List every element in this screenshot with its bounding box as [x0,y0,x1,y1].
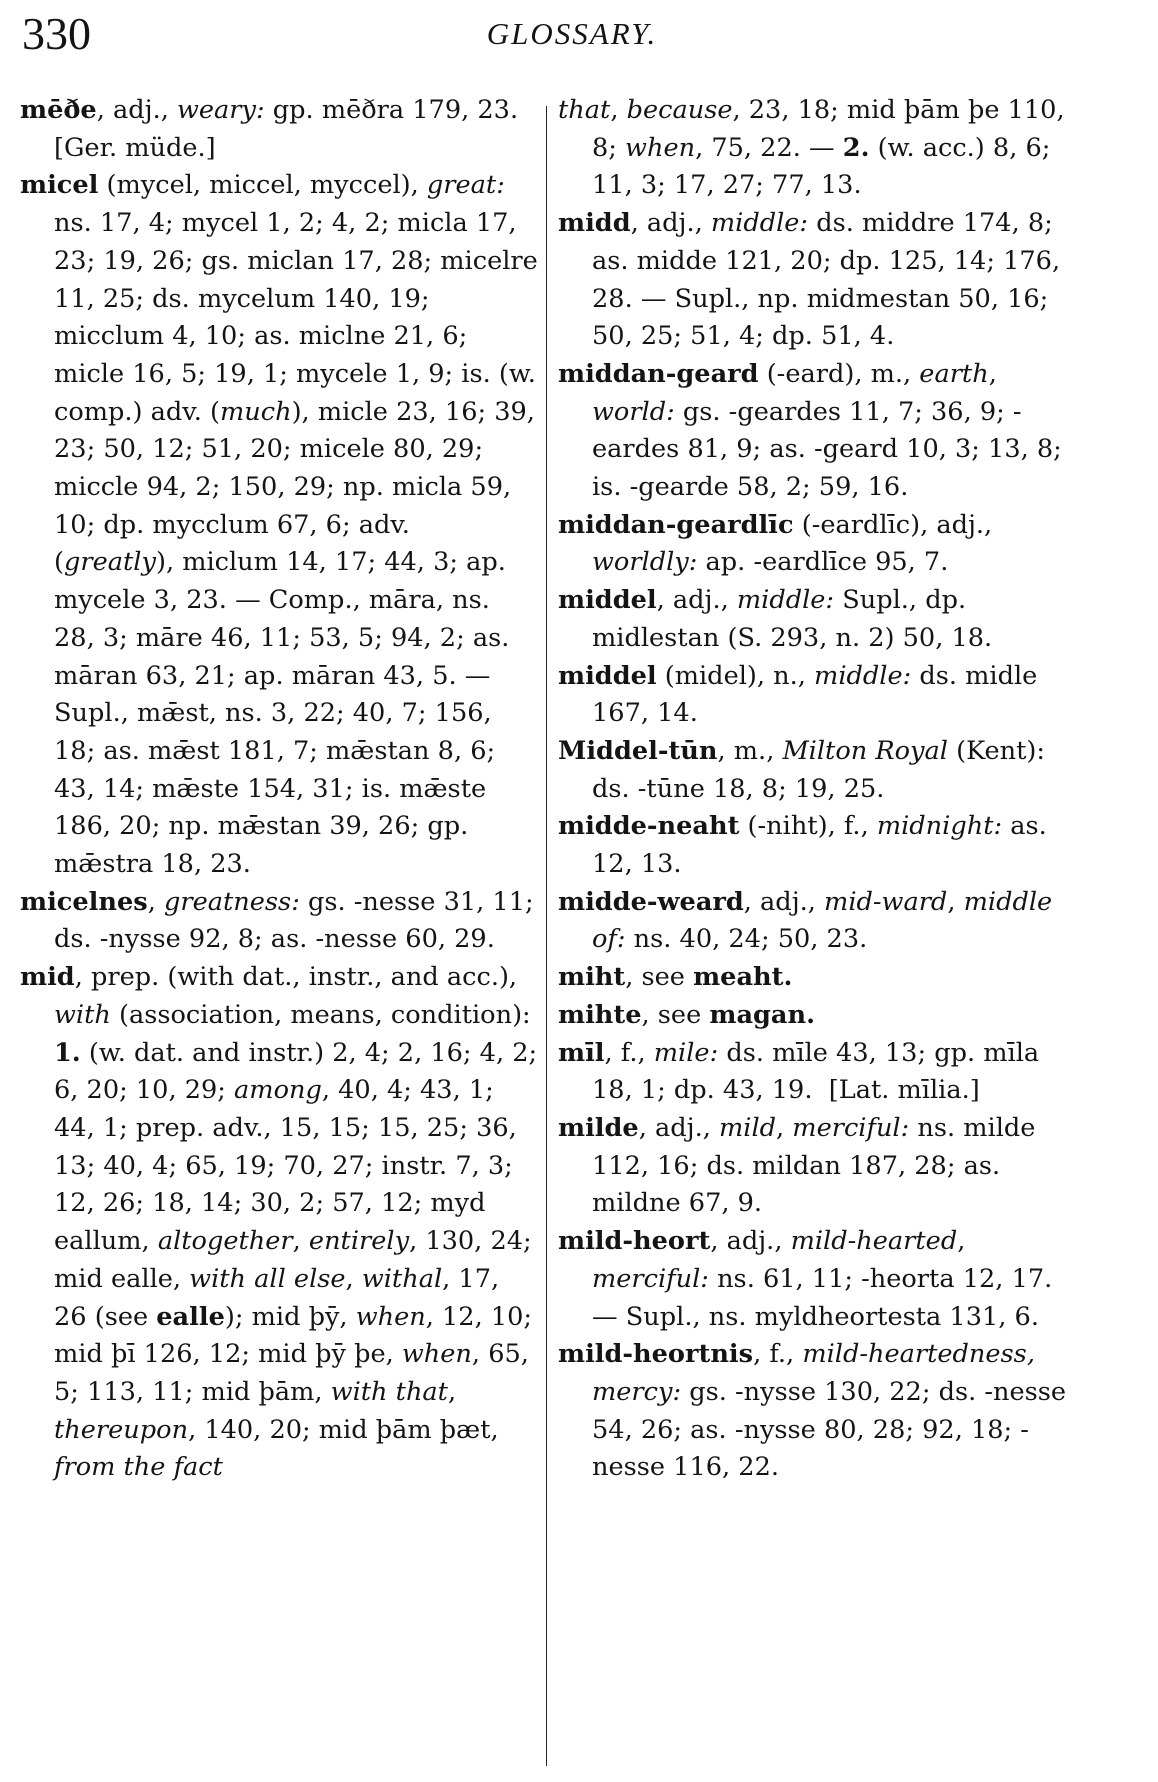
entry-text: , [610,95,627,125]
gloss-text: among [234,1075,322,1106]
entry-text: (-eardlīc), adj., [793,509,1001,540]
entry-text: , adj., [638,1112,719,1143]
entry-text: ns. 61, 11; -heorta 12, 17. — Supl., ns. myldheortesta 131, 6. [592,1263,1061,1332]
gloss-text: earth [919,358,989,389]
headword: magan. [709,999,816,1030]
glossary-entry [20,884,542,959]
headword: middan-geard [558,358,759,389]
entry-text: ap. -eardlīce 95, 7. [697,547,949,578]
entry-text: Supl., dp. midlestan (S. 293, n. 2) 50, 18. [592,585,993,653]
headword: midde-neaht [558,811,740,842]
entry-text: (-eard), m., [758,358,920,389]
glossary-entry [20,167,546,883]
running-head: GLOSSARY. [486,16,658,51]
gloss-text: world: [592,396,675,427]
entry-text: gp. mēðra 179, 23. [Ger. müde.] [54,95,535,163]
entry-text: , 40, 4; 43, 1; 44, 1; prep. adv., 15, 15; 15, 25; 36, 13; 40, 4; 65, 19; 70, 27; instr. 7, 3; 12, 26; 18, 14; 30, 2; 57, 12; myd eallum, [54,1075,525,1257]
entry-text: , f., [753,1339,803,1370]
headword: mild-heortnis [558,1339,754,1370]
page-header [22,2,1142,66]
headword: mīl [558,1037,605,1068]
glossary-entry [558,1336,1076,1487]
entry-text: , adj., [96,95,177,125]
glossary-entry [558,884,1076,959]
entry-text: , [957,1226,974,1257]
gloss-text: Milton Royal [782,735,948,766]
gloss-text: greatness: [163,886,300,917]
entry-text: (Kent): ds. -tūne 18, 8; 19, 25. [592,735,1054,804]
gloss-text: when [355,1301,426,1332]
glossary-entry [558,997,1076,1035]
entry-text: ns. 40, 24; 50, 23. [625,924,868,955]
headword: mid [20,962,75,993]
headword: midde-weard [558,886,744,917]
entry-text: ); mid þȳ, [224,1301,356,1332]
entry-text: , 23, 18; mid þām þe 110, 8; [592,95,1073,163]
glossary-entry [558,1110,1076,1223]
entry-text: ds. mīle 43, 13; gp. mīla 18, 1; dp. 43, 19. [Lat. mīlia.] [592,1037,1048,1106]
entry-text: , adj., [656,585,737,616]
headword: milde [558,1112,639,1143]
entry-text: ds. midle 167, 14. [592,660,1046,729]
headword: ealle [156,1301,225,1332]
page-number: 330 [22,8,91,59]
gloss-text: much [219,396,292,427]
entry-text: gs. -nysse 130, 22; ds. -nesse 54, 26; as. -nysse 80, 28; 92, 18; -nesse 116, 22. [592,1376,1075,1483]
headword: meaht. [693,962,793,993]
gloss-text: altogether [157,1226,293,1257]
entry-text: , see [625,962,694,993]
gloss-text: when [401,1339,472,1370]
glossary-entry [558,582,1076,657]
gloss-text: weary: [177,95,265,125]
entry-text: ), micle 23, 16; 39, 23; 50, 12; 51, 20; micele 80, 29; miccle 94, 2; 150, 29; np. micla 59, 10; dp. mycclum 67, 6; adv. ( [54,396,544,578]
glossary-entry [20,959,546,1487]
gloss-text: greatly [64,547,156,578]
entry-text: ns. 17, 4; mycel 1, 2; 4, 2; micla 17, 23; 19, 26; gs. miclan 17, 28; micelre 11, 25; ds. mycelum 140, 19; micclum 4, 10; as. miclne 21, 6; micle 16, 5; 19, 1; mycele 1, 9; is. (w. comp.) adv. ( [54,170,546,427]
glossary-entry [558,1035,1076,1110]
entry-text: , adj., [630,208,711,239]
entry-text: gs. -geardes 11, 7; 36, 9; -eardes 81, 9; as. -geard 10, 3; 13, 8; is. -gearde 58, 2; 59, 16. [592,396,1070,503]
gloss-text: middle: [710,208,809,239]
entry-text: , adj., [743,886,825,917]
glossary-entry [558,205,1076,356]
entry-text: ), miclum 14, 17; 44, 3; ap. mycele 3, 23. — Comp., māra, ns. 28, 3; māre 46, 11; 53, 5; 94, 2; as. māran 63, 21; ap. māran 43, 5. — Supl., mǣst, ns. 3, 22; 40, 7; 156, 18; as. mǣst 181, 7; mǣstan 8, 6; 43, 14; mǣste 154, 31; is. mǣste 186, 20; np. mǣstan 39, 26; gp. mǣstra 18, 23. [54,547,518,880]
entry-text: (w. acc.) 8, 6; 11, 3; 17, 27; 77, 13. [592,132,1059,201]
gloss-text: when [625,132,696,163]
entry-text: , 12, 10; mid þī 126, 12; mid þȳ þe, [54,1301,541,1370]
entry-text: (midel), n., [656,660,815,691]
entry-text: , 17, 26 (see [54,1263,508,1332]
headword: Middel-tūn [558,735,718,766]
glossary-entry [558,356,1076,507]
gloss-text: mile: [653,1037,719,1068]
entry-text: , [292,1226,309,1257]
glossary-entry [558,959,1076,997]
glossary-entry [558,92,1076,205]
glossary-entry [558,733,1076,808]
gloss-text: that [558,95,611,125]
gloss-text: thereupon [54,1414,189,1445]
headword: micelnes [20,886,148,917]
glossary-entry [558,658,1076,733]
headword: middan-geardlīc [558,509,794,540]
gloss-text: middle: [814,660,912,691]
entry-text: , see [641,999,710,1030]
entry-text: ns. milde 112, 16; ds. mildan 187, 28; as. mildne 67, 9. [592,1112,1044,1219]
glossary-entry [20,92,538,167]
entry-text: gs. -nesse 31, 11; ds. -nysse 92, 8; as. -nesse 60, 29. [54,886,542,955]
entry-text: , [947,886,964,917]
entry-text: (association, means, condition): [110,999,539,1030]
entry-text: (-niht), f., [739,811,877,842]
gloss-text: because [626,95,733,125]
gloss-text: merciful: [592,1263,709,1294]
headword: middel [558,660,657,691]
gloss-text: entirely [308,1226,410,1257]
gloss-text: middle of: [592,886,1061,955]
glossary-entry [558,1223,1076,1336]
gloss-text: mild-heartedness, mercy: [592,1339,1044,1407]
gloss-text: with that [330,1376,448,1407]
headword: midd [558,208,631,239]
entry-text: , [447,1376,465,1407]
gloss-text: worldly: [592,547,698,578]
column-divider [546,106,547,1766]
entry-text: , 140, 20; mid þām þæt, [188,1414,507,1445]
entry-text: as. 12, 13. [592,811,1055,880]
entry-text: , [345,1263,362,1294]
gloss-text: middle: [736,585,835,616]
entry-text: , 130, 24; mid ealle, [54,1226,540,1294]
entry-text: , prep. (with dat., instr., and acc.), [74,962,526,993]
gloss-text: midnight: [876,811,1003,842]
entry-text: , 75, 22. — [695,132,843,163]
entry-text: (mycel, miccel, myccel), [98,170,427,201]
headword: mēðe [20,95,97,125]
gloss-text: merciful: [792,1112,910,1143]
entry-text: , [147,886,164,917]
gloss-text: great: [426,170,505,201]
entry-text: , [988,358,1005,389]
glossary-entry [558,808,1076,883]
headword: miht [558,962,626,993]
right-column [558,92,1076,1487]
gloss-text: with all else [189,1263,346,1294]
gloss-text: from the fact [54,1452,223,1483]
gloss-text: mild [718,1112,777,1143]
entry-text: , [776,1112,793,1143]
headword: middel [558,585,657,616]
headword: mild-heort [558,1226,711,1257]
glossary-entry [558,507,1076,582]
headword: 1. [54,1037,81,1068]
headword: mihte [558,999,642,1030]
gloss-text: mid-ward [824,886,948,917]
entry-text: , 65, 5; 113, 11; mid þām, [54,1339,538,1407]
gloss-text: withal [361,1263,443,1294]
gloss-text: mild-hearted [790,1226,958,1257]
headword: 2. [842,132,870,163]
entry-text: , f., [604,1037,654,1068]
entry-text: , adj., [710,1226,791,1257]
entry-text: , m., [717,735,783,766]
entry-text: (w. dat. and instr.) 2, 4; 2, 16; 4, 2; 6, 20; 10, 29; [54,1037,546,1106]
headword: micel [20,170,99,201]
gloss-text: with [54,999,111,1030]
entry-text: ds. middre 174, 8; as. midde 121, 20; dp. 125, 14; 176, 28. — Supl., np. midmestan 50, 16; 50, 25; 51, 4; dp. 51, 4. [592,208,1069,352]
left-column [20,92,546,1487]
